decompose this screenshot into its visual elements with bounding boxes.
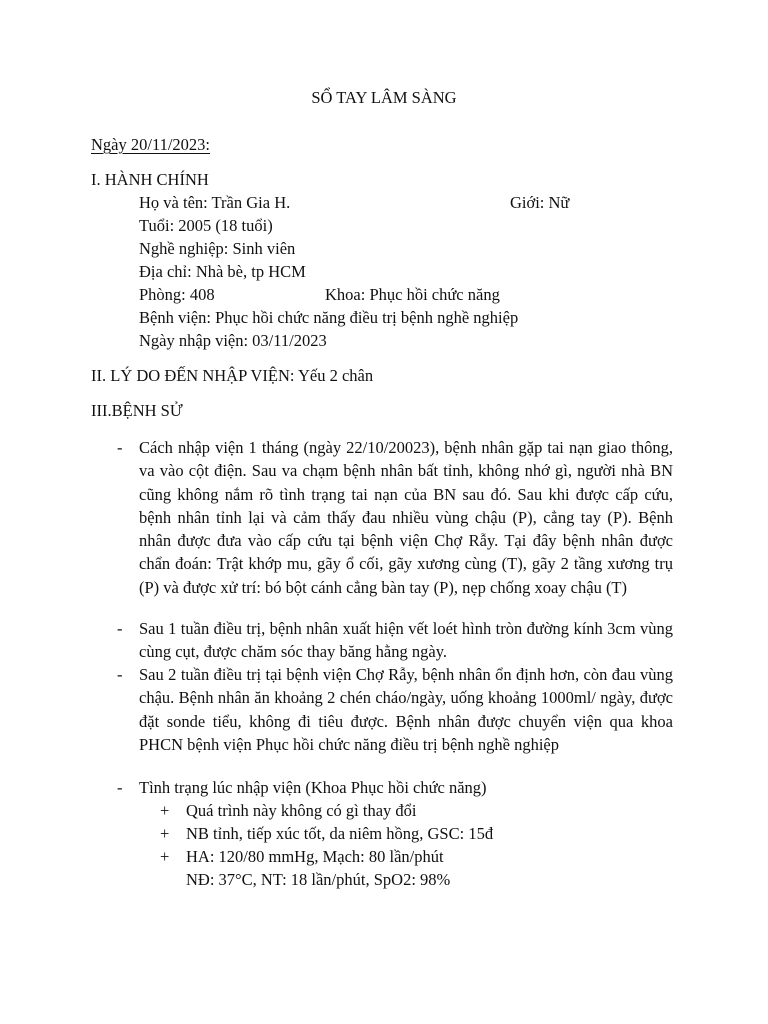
sub-bullet-marker: + [160, 824, 170, 843]
vital-signs-continuation: NĐ: 37°C, NT: 18 lần/phút, SpO2: 98% [186, 870, 451, 889]
admission-status-item: NB tỉnh, tiếp xúc tốt, da niêm hồng, GSC: 15đ [186, 824, 494, 843]
history-item: Tình trạng lúc nhập viện (Khoa Phục hồi chức năng) [139, 778, 487, 797]
history-item: Cách nhập viện 1 tháng (ngày 22/10/20023), bệnh nhân gặp tai nạn giao thông, va vào cột điện. Sau va chạm bệnh nhân bất tỉnh, không nhớ gì, người nhà BN cũng không nắm rõ tình trạng tai nạn của BN sau đó. Sau khi được cấp cứu, bệnh nhân tỉnh lại và cảm thấy đau nhiều vùng chậu (P), cẳng tay (P). Bệnh nhân được đưa vào cấp cứu tại bệnh viện Chợ Rẫy. Tại đây bệnh nhân được chẩn đoán: Trật khớp mu, gãy ổ cối, gãy xương cùng (T), gãy 2 tầng xương trụ (P) và được xử trí: bó bột cánh cẳng bàn tay (P), nẹp chống xoay chậu (T) [139, 438, 673, 597]
patient-gender: Giới: Nữ [510, 193, 570, 212]
patient-name: Họ và tên: Trần Gia H. [139, 193, 291, 212]
bullet-marker: - [117, 665, 123, 684]
patient-department: Khoa: Phục hồi chức năng [325, 285, 500, 304]
date-heading: Ngày 20/11/2023: [91, 135, 211, 154]
history-item: Sau 1 tuần điều trị, bệnh nhân xuất hiện vết loét hình tròn đường kính 3cm vùng cùng cụt, được chăm sóc thay băng hằng ngày. [139, 619, 673, 662]
bullet-marker: - [117, 778, 123, 797]
section-2-heading: II. LÝ DO ĐẾN NHẬP VIỆN: Yếu 2 chân [91, 366, 374, 385]
patient-job: Nghề nghiệp: Sinh viên [139, 239, 296, 258]
patient-room: Phòng: 408 [139, 285, 215, 304]
sub-bullet-marker: + [160, 801, 170, 820]
document-title: SỔ TAY LÂM SÀNG [311, 88, 457, 107]
admission-status-item: HA: 120/80 mmHg, Mạch: 80 lần/phút [186, 847, 444, 866]
patient-hospital: Bệnh viện: Phục hồi chức năng điều trị bệnh nghề nghiệp [139, 308, 519, 327]
admission-date: Ngày nhập viện: 03/11/2023 [139, 331, 327, 350]
bullet-marker: - [117, 438, 123, 457]
history-item: Sau 2 tuần điều trị tại bệnh viện Chợ Rẫy, bệnh nhân ổn định hơn, còn đau vùng chậu. Bệnh nhân ăn khoảng 2 chén cháo/ngày, uống khoảng 1000ml/ ngày, được đặt sonde tiểu, không đi tiêu được. Bệnh nhân được chuyển viện qua khoa PHCN bệnh viện Phục hồi chức năng điều trị bệnh nghề nghiệp [139, 665, 673, 754]
bullet-marker: - [117, 619, 123, 638]
section-1-heading: I. HÀNH CHÍNH [91, 170, 209, 189]
section-3-heading: III.BỆNH SỬ [91, 401, 183, 420]
sub-bullet-marker: + [160, 847, 170, 866]
patient-age: Tuổi: 2005 (18 tuổi) [139, 216, 273, 235]
patient-address: Địa chỉ: Nhà bè, tp HCM [139, 262, 306, 281]
admission-status-item: Quá trình này không có gì thay đổi [186, 801, 417, 820]
